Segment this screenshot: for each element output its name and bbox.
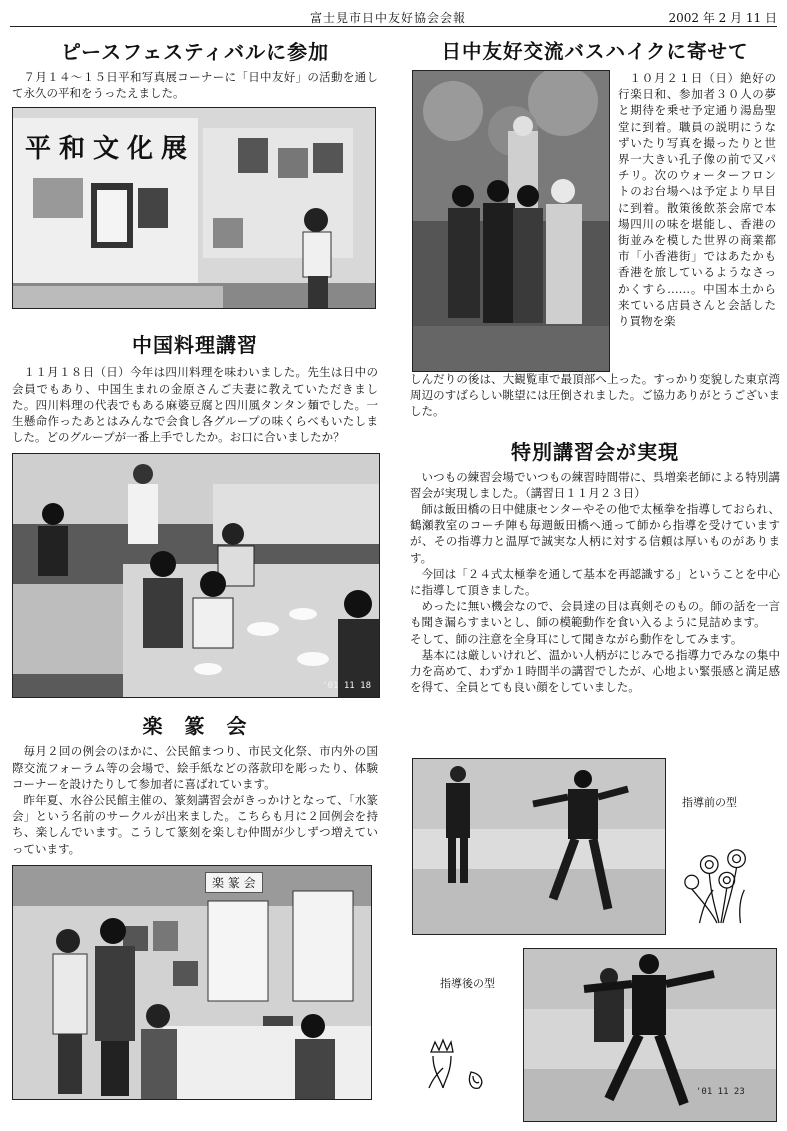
special-lecture-text-2: 師は飯田橋の日中健康センターやその他で太極拳を指導しておられ、鶴瀬教室のコーチ陣も毎週飯田橋へ通って師から指導を受けていますが、その指導力と温厚で誠実な人柄に対する信頼は厚いものがあります。 bbox=[410, 502, 780, 565]
special-lecture-text-1: いつもの練習会場でいつもの練習時間帯に、呉増楽老師による特別講習会が実現しました。（講習日１１月２３日） bbox=[410, 469, 780, 500]
peace-exhibit-photo bbox=[12, 107, 376, 309]
peace-exhibit-sign: 平和文化展 bbox=[25, 134, 196, 165]
seal-club-photo bbox=[12, 865, 372, 1100]
chinese-cooking-text: １１月１８日（日）今年は四川料理を味わいました。先生は日中の会員でもあり、中国生まれの金原さんご夫妻に教えていただきました。四川料理の代表でもある麻婆豆腐と四川風タンタン麺でした。一生懸命作ったあとはみんなで会食し各グループの味くらべもいたしました。どのグループが一番上手でしたか。お口に合いましたか？ bbox=[12, 365, 378, 445]
seal-exhibit-illustration bbox=[13, 866, 371, 1099]
taichi-after-caption: 指導後の型 bbox=[440, 977, 495, 990]
newsletter-header bbox=[10, 4, 777, 27]
special-lecture-title: 特別講習会が実現 bbox=[511, 439, 679, 464]
peace-festival-text: ７月１４～１５日平和写真展コーナーに「日中友好」の活動を通して永久の平和をうったえました。 bbox=[12, 70, 378, 101]
cooking-scene-illustration bbox=[13, 454, 379, 697]
cooking-photo-date-stamp: '01 11 18 bbox=[322, 681, 371, 692]
special-lecture-text-5: そして、師の注意を全身耳にして聞きながら動作をしてみます。 bbox=[410, 631, 743, 646]
cooking-class-photo bbox=[12, 453, 380, 698]
seal-carving-text-2: 昨年夏、水谷公民館主催の、篆刻講習会がきっかけとなって、「水篆会」という名前のサークルが出来ました。こちらも月に２回例会を持ち、楽しんでいます。こうして篆刻を楽しむ仲間が少しずつ増えていっています。 bbox=[12, 793, 378, 856]
special-lecture-text-3: 今回は「２４式太極拳を通して基本を再認識する」ということを中心に指導して頂きました。 bbox=[410, 566, 780, 598]
bus-hike-text: １０月２１日（日）絶好の行楽日和、参加者３０人の夢と期待を乗せ予定通り湯島聖堂に到着。職員の説明にうなずいたり写真を撮ったりと世界一大きい孔子像の前で又パチリ。次のウォーターフロントのお台場へは予定より早目に到着。散策後飲茶会席で本場四川の味を堪能し、香港の街並みを模した世界の商業都市「小香港街」ではあたかも香港を旅しているようなさっかくすら……。中国本土から来ている店員さんと会話したり買物を楽 bbox=[618, 71, 776, 329]
group-scene-illustration bbox=[413, 71, 609, 371]
special-lecture-text-6: 基本には厳しいけれど、温かい人柄がにじみでる指導力でみなの集中力を高めて、わずか１時間半の講習でしたが、心地よい緊張感と満足感を得て、全員とても良い顔をしていました。 bbox=[410, 647, 780, 695]
bus-hike-title: 日中友好交流バスハイクに寄せて bbox=[441, 40, 749, 63]
taichi-after-photo bbox=[523, 948, 777, 1122]
taichi-before-illustration bbox=[413, 759, 665, 934]
seal-club-sign: 楽 篆 会 bbox=[205, 872, 263, 893]
publication-name: 富士見市日中友好協会会報 bbox=[310, 11, 467, 25]
special-lecture-text-4: めったに無い機会なので、会員達の目は真剣そのもの。師の話を一言も聞き漏らすまいとし、師の模範動作を食い入るように見詰めます。 bbox=[410, 599, 780, 630]
bus-hike-text-continued: しんだりの後は、大観覧車で最頂部へ上った。すっかり変貌した東京湾周辺のすばらしい眺望には圧倒されました。ご協力ありがとうございました。 bbox=[410, 372, 780, 419]
bus-hike-block bbox=[410, 70, 780, 373]
issue-date: 2002 年 2 月 11 日 bbox=[668, 11, 777, 25]
left-column bbox=[12, 34, 378, 1100]
right-column bbox=[410, 34, 780, 695]
peace-festival-title: ピースフェスティバルに参加 bbox=[60, 40, 330, 64]
tulip-illustration bbox=[420, 1032, 492, 1092]
taichi-photo-date-stamp: '01 11 23 bbox=[696, 1087, 745, 1097]
taichi-before-caption: 指導前の型 bbox=[682, 796, 737, 809]
seal-carving-title: 楽 篆 会 bbox=[142, 714, 248, 739]
taichi-before-photo bbox=[412, 758, 666, 935]
bus-hike-group-photo bbox=[412, 70, 610, 372]
chinese-cooking-title: 中国料理講習 bbox=[132, 333, 258, 358]
seal-carving-text-1: 毎月２回の例会のほかに、公民館まつり、市民文化祭、市内外の国際交流フォーラム等の会場で、絵手紙などの落款印を彫ったり、体験コーナーを設けたりして参加者に喜ばれています。 bbox=[12, 744, 378, 791]
daffodil-illustration bbox=[680, 846, 758, 926]
